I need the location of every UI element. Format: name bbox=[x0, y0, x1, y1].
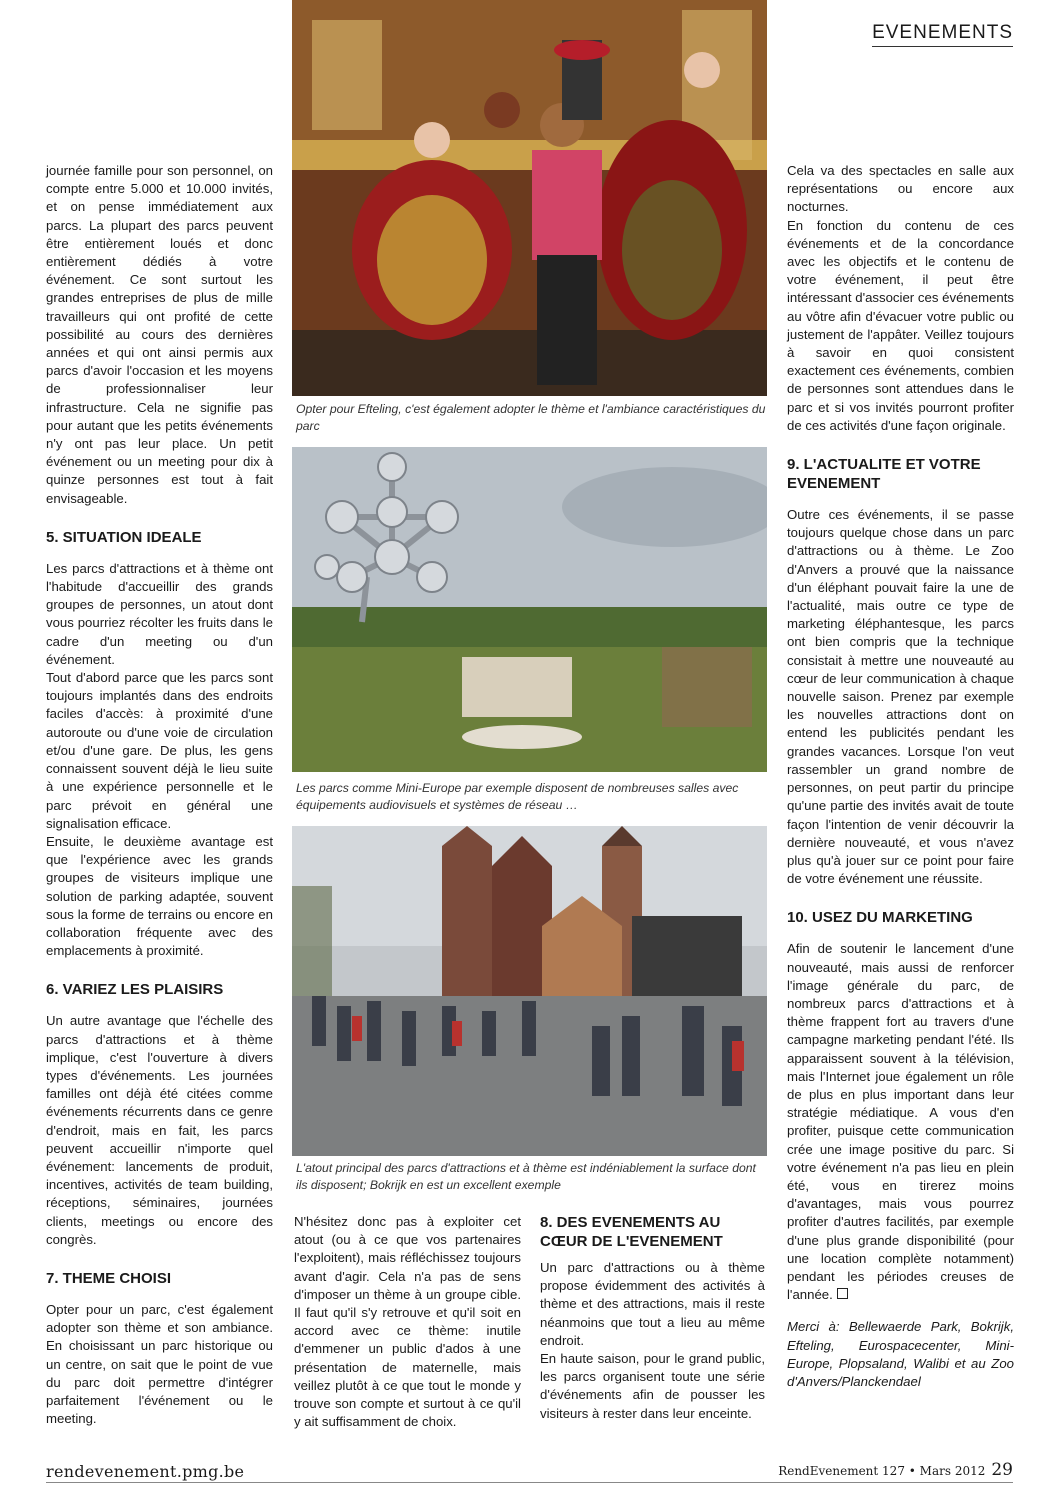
issue-label: RendEvenement 127 • Mars 2012 bbox=[778, 1464, 986, 1478]
square-photo bbox=[292, 826, 767, 1156]
column-3 bbox=[787, 162, 1014, 1391]
body-text: En fonction du contenu de ces événements et de la concordance avec les objectifs et le contenu de votre événement, il peut être intéressant d'associer ces événements au vôtre afin d'évacuer votre public ou justement de l'appâter. Veillez toujours à savoir en quoi consistent exactement ces événements, combien de personnes sont attendues dans le parc et si vos invités pourront profiter de ces activités d'une façon originale. bbox=[787, 217, 1014, 433]
column-2b bbox=[540, 1213, 765, 1423]
column-1 bbox=[46, 162, 273, 1428]
thanks-text: Merci à: Bellewaerde Park, Bokrijk, Efteling, Eurospacecenter, Mini-Europe, Plopsaland, Walibi et au Zoo d'Anvers/Planckendael bbox=[787, 1319, 1014, 1389]
body-text: Un autre avantage que l'échelle des parcs d'attractions et à thème implique, c'est l'ouverture à divers types d'événements. Les journées familles ont déjà été citées comme événements récurrents dans ce genre d'endroit, mais en fait, les parcs peuvent accueillir n'importe quel événement: lancements de produit, incentives, activités de team building, réceptions, séminaires, journées clients, meetings ou encore des congrès. bbox=[46, 1013, 273, 1247]
caption-efteling: Opter pour Efteling, c'est également adopter le thème et l'ambiance caractéristiques du parc bbox=[296, 402, 766, 433]
body-text: Opter pour un parc, c'est également adopter son thème et son ambiance. En choisissant un parc historique ou un centre, on sait que le point de vue du parc doit permettre d'intégrer parfaitement l'événement ou le meeting. bbox=[46, 1301, 273, 1427]
dancers-photo bbox=[292, 0, 767, 396]
heading-actualite: 9. L'ACTUALITE ET VOTRE EVENEMENT bbox=[787, 456, 981, 493]
end-mark-icon bbox=[837, 1288, 848, 1299]
heading-situation: 5. SITUATION IDEALE bbox=[46, 528, 202, 546]
body-text: N'hésitez donc pas à exploiter cet atout (ou à ce que vos partenaires l'exploitent), mais réfléchissez toujours avant d'agir. Cela n'a pas de sens d'imposer un thème à un groupe cible. Il faut qu'il s'y retrouve et qu'il soit en accord avec ce thème: inutile d'emmener un public d'ados à une présentation de maternelle, mais veillez plutôt à ce que tout le monde y trouve son compte et surtout à ce qu'il y ait suffisamment de choix. bbox=[294, 1214, 521, 1430]
footer-rule bbox=[46, 1482, 1013, 1483]
marketing-text: Afin de soutenir le lancement d'une nouveauté, mais aussi de renforcer l'image générale du parc, de nombreux parcs d'attractions et à thème frappent fort au travers d'une campagne marketing pendant l'été. Ils apparaissent souvent à la télévision, mais l'Internet joue également un rôle de plus en plus important dans leur stratégie médiatique. A vous d'en profiter, puisque cette communication crée une image positive du parc. Si votre événement n'a pas lieu en plein été, vous en tirerez moins d'avantages, mais vous pourrez profiter d'autres facilités, par exemple d'une plus grande disponibilité (pour une location complète notamment) pendant les périodes creuses de l'année. bbox=[787, 941, 1014, 1303]
body-text: Les parcs d'attractions et à thème ont l'habitude d'accueillir des grands groupes de personnes, un atout dont vous pourriez récolter les fruits dans le cadre d'un meeting ou d'un événement. bbox=[46, 560, 273, 667]
footer-url: rendevenement.pmg.be bbox=[46, 1462, 245, 1481]
heading-marketing: 10. USEZ DU MARKETING bbox=[787, 909, 973, 927]
body-text: Tout d'abord parce que les parcs sont toujours implantés dans des endroits faciles d'accès: à proximité d'une autoroute ou d'une voie de circulation et/ou d'une gare. De plus, les gens connaissent souvent déjà le lieu suite à une expérience personnelle et le parc prévoit en général une signalisation efficace. bbox=[46, 670, 273, 831]
caption-minieurope: Les parcs comme Mini-Europe par exemple disposent de nombreuses salles avec équipements audiovisuels et systèmes de réseau … bbox=[296, 781, 739, 812]
column-2 bbox=[294, 1213, 521, 1431]
section-header: EVENEMENTS bbox=[872, 22, 1013, 47]
body-text: Outre ces événements, il se passe toujours quelque chose dans un parc d'attractions ou à thème. Le Zoo d'Anvers a prouvé que la naissance d'un éléphant pouvait faire la une de l'actualité, mais outre ce type de marketing éléphantesque, les parcs ont bien compris que la technique consistait à mettre une nouveauté au cœur de leur communication à chaque nouvelle saison. Prenez par exemple les nouvelles attractions dont on entend les publicités pendant les grandes vacances. Lorsque l'on veut rassembler un grand nombre de personnes, on peut partir du principe qu'une partie des invités avait de toute façon l'intention de venir découvrir la dernière nouveauté, et vous n'avez plus qu'à jouer sur ce point pour faire de votre événement une réussite. bbox=[787, 507, 1014, 887]
body-text bbox=[787, 940, 1014, 1304]
body-text: Ensuite, le deuxième avantage est que l'expérience avec les grands groupes de visiteurs implique une solution de parking adaptée, souvent sous la forme de terrains ou encore en collaboration fréquente avec des emplacements à proximité. bbox=[46, 833, 273, 959]
caption-bokrijk: L'atout principal des parcs d'attractions et à thème est indéniablement la surface dont ils disposent; Bokrijk en est un excellent exemple bbox=[296, 1161, 756, 1192]
body-text: Cela va des spectacles en salle aux représentations ou encore aux nocturnes. bbox=[787, 163, 1014, 215]
footer-issue bbox=[778, 1460, 1013, 1480]
heading-evenements: 8. DES EVENEMENTS AU CŒUR DE L'EVENEMENT bbox=[540, 1214, 723, 1250]
heading-theme: 7. THEME CHOISI bbox=[46, 1269, 172, 1287]
body-text: En haute saison, pour le grand public, les parcs organisent toute une série d'événements afin de pousser les visiteurs à rester dans leur enceinte. bbox=[540, 1351, 765, 1421]
heading-plaisirs: 6. VARIEZ LES PLAISIRS bbox=[46, 981, 224, 999]
atomium-photo bbox=[292, 447, 767, 772]
body-text: Un parc d'attractions ou à thème propose évidemment des activités à thème et des attractions, mais il reste néanmoins que tout a lieu au même endroit. bbox=[540, 1260, 765, 1348]
page-number: 29 bbox=[991, 1460, 1013, 1480]
body-text: journée famille pour son personnel, on compte entre 5.000 et 10.000 invités, et on pense immédiatement aux parcs. La plupart des parcs peuvent être entièrement loués et donc entièrement dédiés à votre événement. Ce sont surtout les grandes entreprises de plus de mille travailleurs qui ont profité de cette possibilité au cours des dernières années et qui ont ainsi permis aux parcs d'avoir l'occasion et les moyens de professionnaliser leur infrastructure. Cela ne signifie pas pour autant que les petits événements n'y ont pas leur place. Un petit événement ou un meeting pour dix à quinze personnes est tout à fait envisageable. bbox=[46, 163, 273, 506]
